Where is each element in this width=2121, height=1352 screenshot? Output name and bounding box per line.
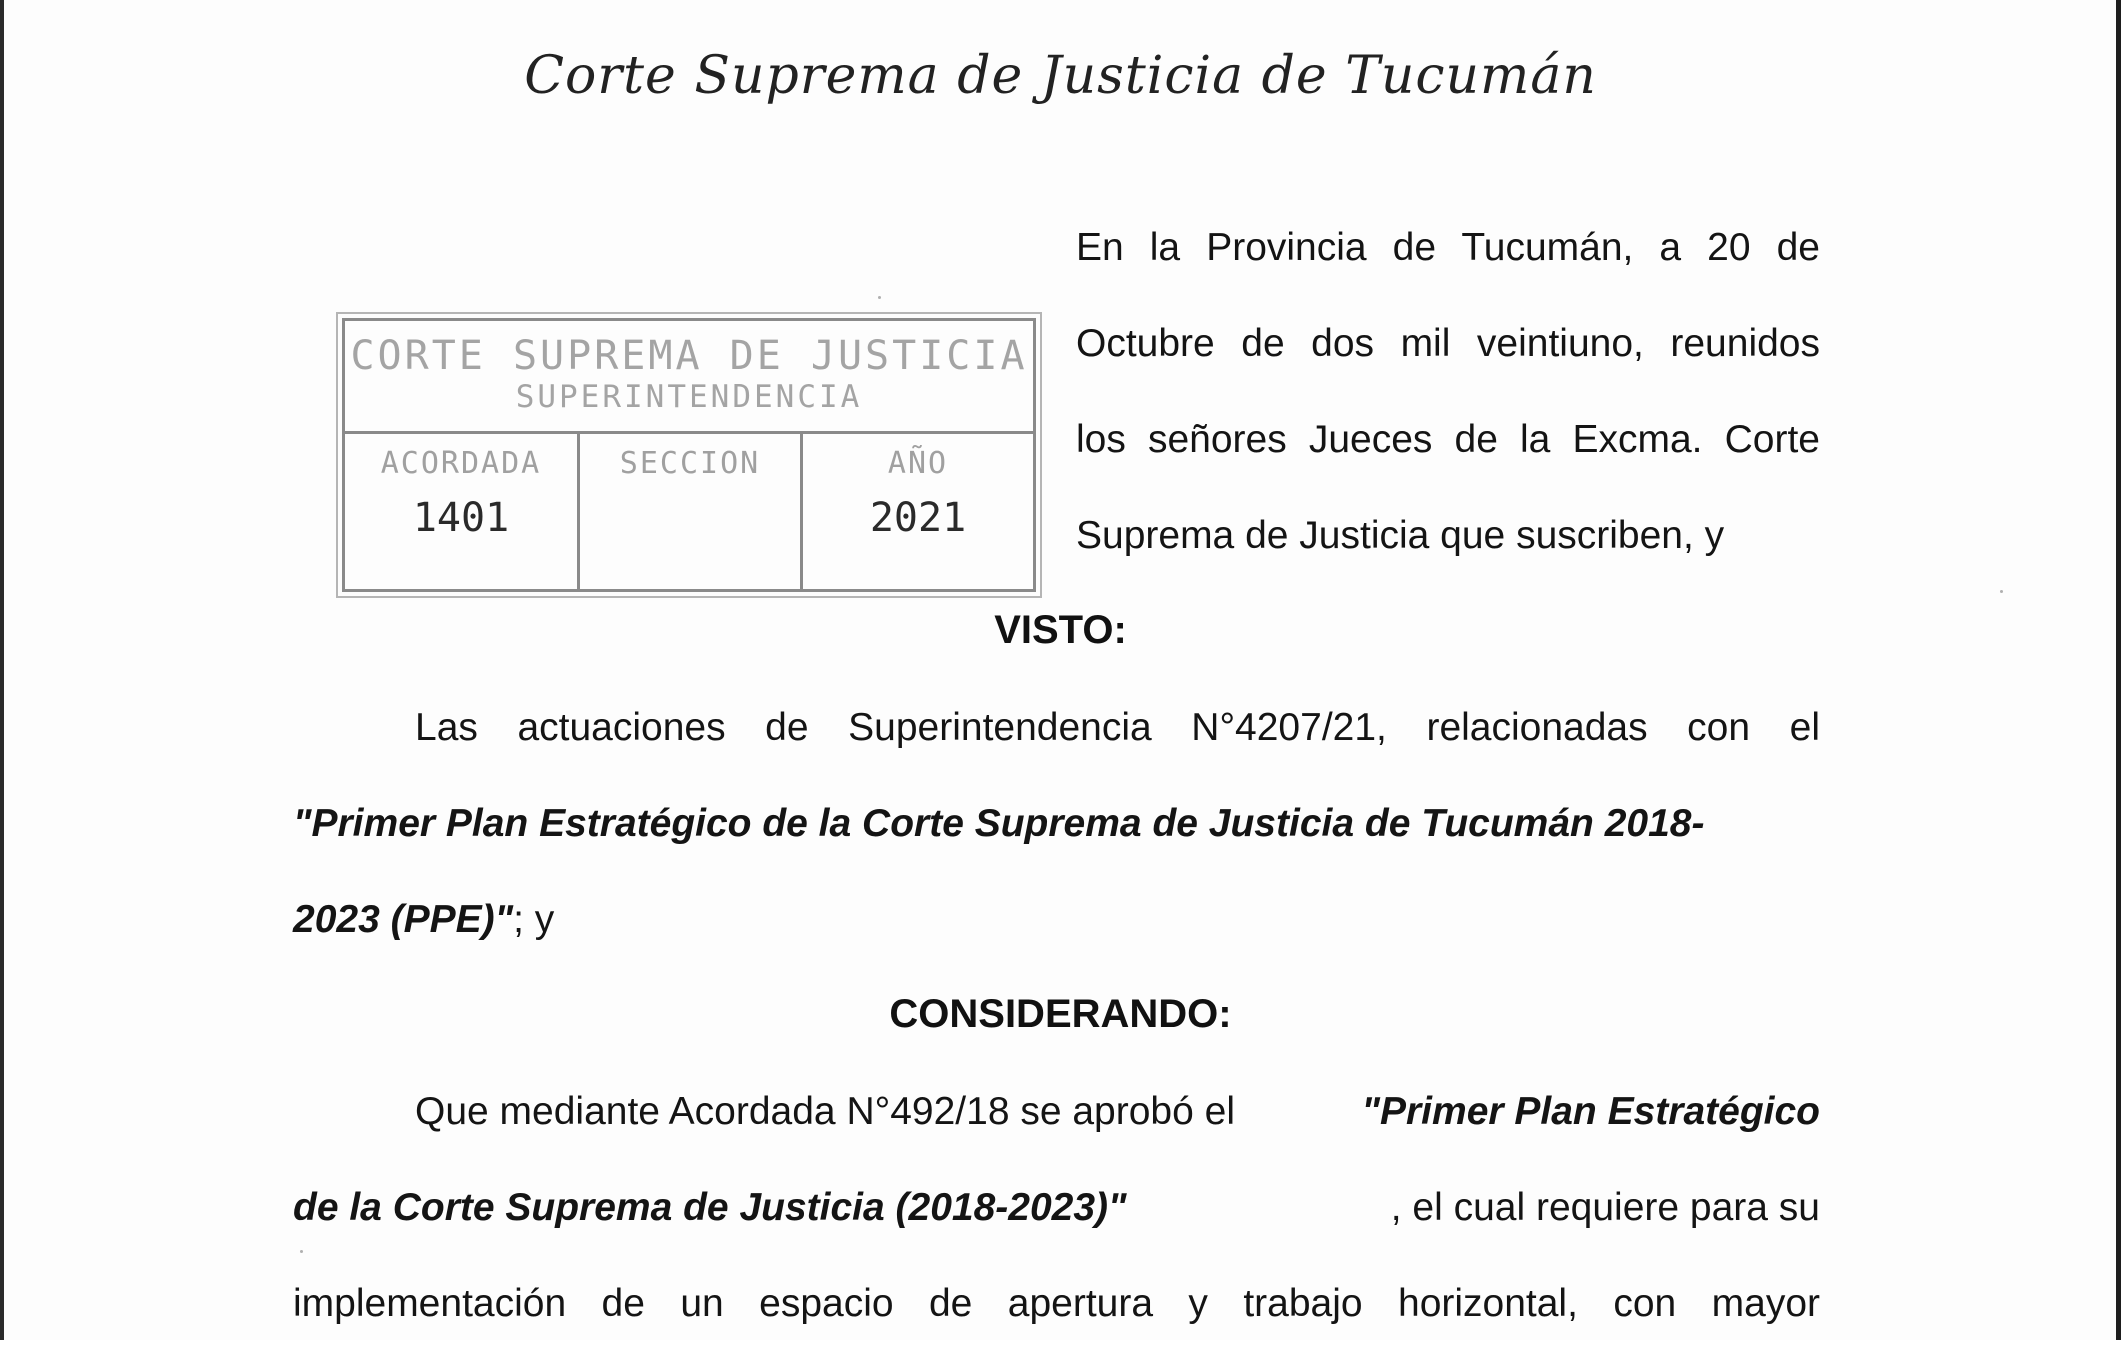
visto-line: Las actuaciones de Superintendencia N°4207/21, relacionadas con el	[415, 706, 1820, 749]
stamp-seccion-cell	[580, 434, 803, 589]
considerando-line	[293, 1160, 1820, 1256]
intro-line: En la Provincia de Tucumán, a 20 de	[1076, 226, 1820, 269]
visto-line-tail: ; y	[513, 898, 555, 941]
intro-line: Octubre de dos mil veintiuno, reunidos	[1076, 322, 1820, 365]
considerando-line-tail: , el cual requiere para su	[1390, 1186, 1820, 1229]
plan-title-start: "Primer Plan Estratégico	[1361, 1090, 1820, 1133]
stamp-header	[345, 321, 1033, 434]
stamp-anio-value: 2021	[869, 495, 967, 541]
considerando-line-start: Que mediante Acordada N°492/18 se aprobó el	[415, 1090, 1235, 1133]
plan-title-end: 2023 (PPE)"	[293, 898, 514, 941]
visto-line: "Primer Plan Estratégico de la Corte Suprema de Justicia de Tucumán 2018-	[293, 802, 1705, 845]
intro-paragraph	[1076, 200, 1820, 584]
page-right-border	[2116, 0, 2121, 1340]
considerando-paragraph	[293, 1064, 1820, 1352]
visto-line	[293, 872, 1820, 968]
letterhead: Corte Suprema de Justicia de Tucumán	[524, 46, 1597, 106]
intro-line: los señores Jueces de la Excma. Corte	[1076, 418, 1820, 461]
stamp-court-name: CORTE SUPREMA DE JUSTICIA	[350, 333, 1028, 379]
stamp-anio-cell	[803, 434, 1033, 589]
stamp-acordada-cell	[345, 434, 580, 589]
stamp-department: SUPERINTENDENCIA	[515, 379, 863, 415]
stamp-acordada-label: ACORDADA	[380, 446, 542, 481]
scan-speck	[300, 1250, 303, 1253]
considerando-heading: CONSIDERANDO:	[889, 992, 1232, 1036]
visto-paragraph	[293, 680, 1820, 968]
page-left-border	[0, 0, 4, 1340]
registry-stamp	[342, 318, 1036, 592]
intro-line: Suprema de Justicia que suscriben, y	[1076, 514, 1725, 557]
plan-title-rest: de la Corte Suprema de Justicia (2018-2023)"	[293, 1186, 1127, 1229]
considerando-line	[293, 1064, 1820, 1160]
visto-heading: VISTO:	[994, 608, 1127, 652]
stamp-acordada-value: 1401	[412, 495, 510, 541]
stamp-seccion-label: SECCION	[619, 446, 761, 481]
scan-speck	[2000, 590, 2003, 593]
stamp-anio-label: AÑO	[887, 446, 949, 481]
considerando-line: implementación de un espacio de apertura y trabajo horizontal, con mayor	[293, 1282, 1820, 1325]
scan-speck	[878, 296, 881, 299]
